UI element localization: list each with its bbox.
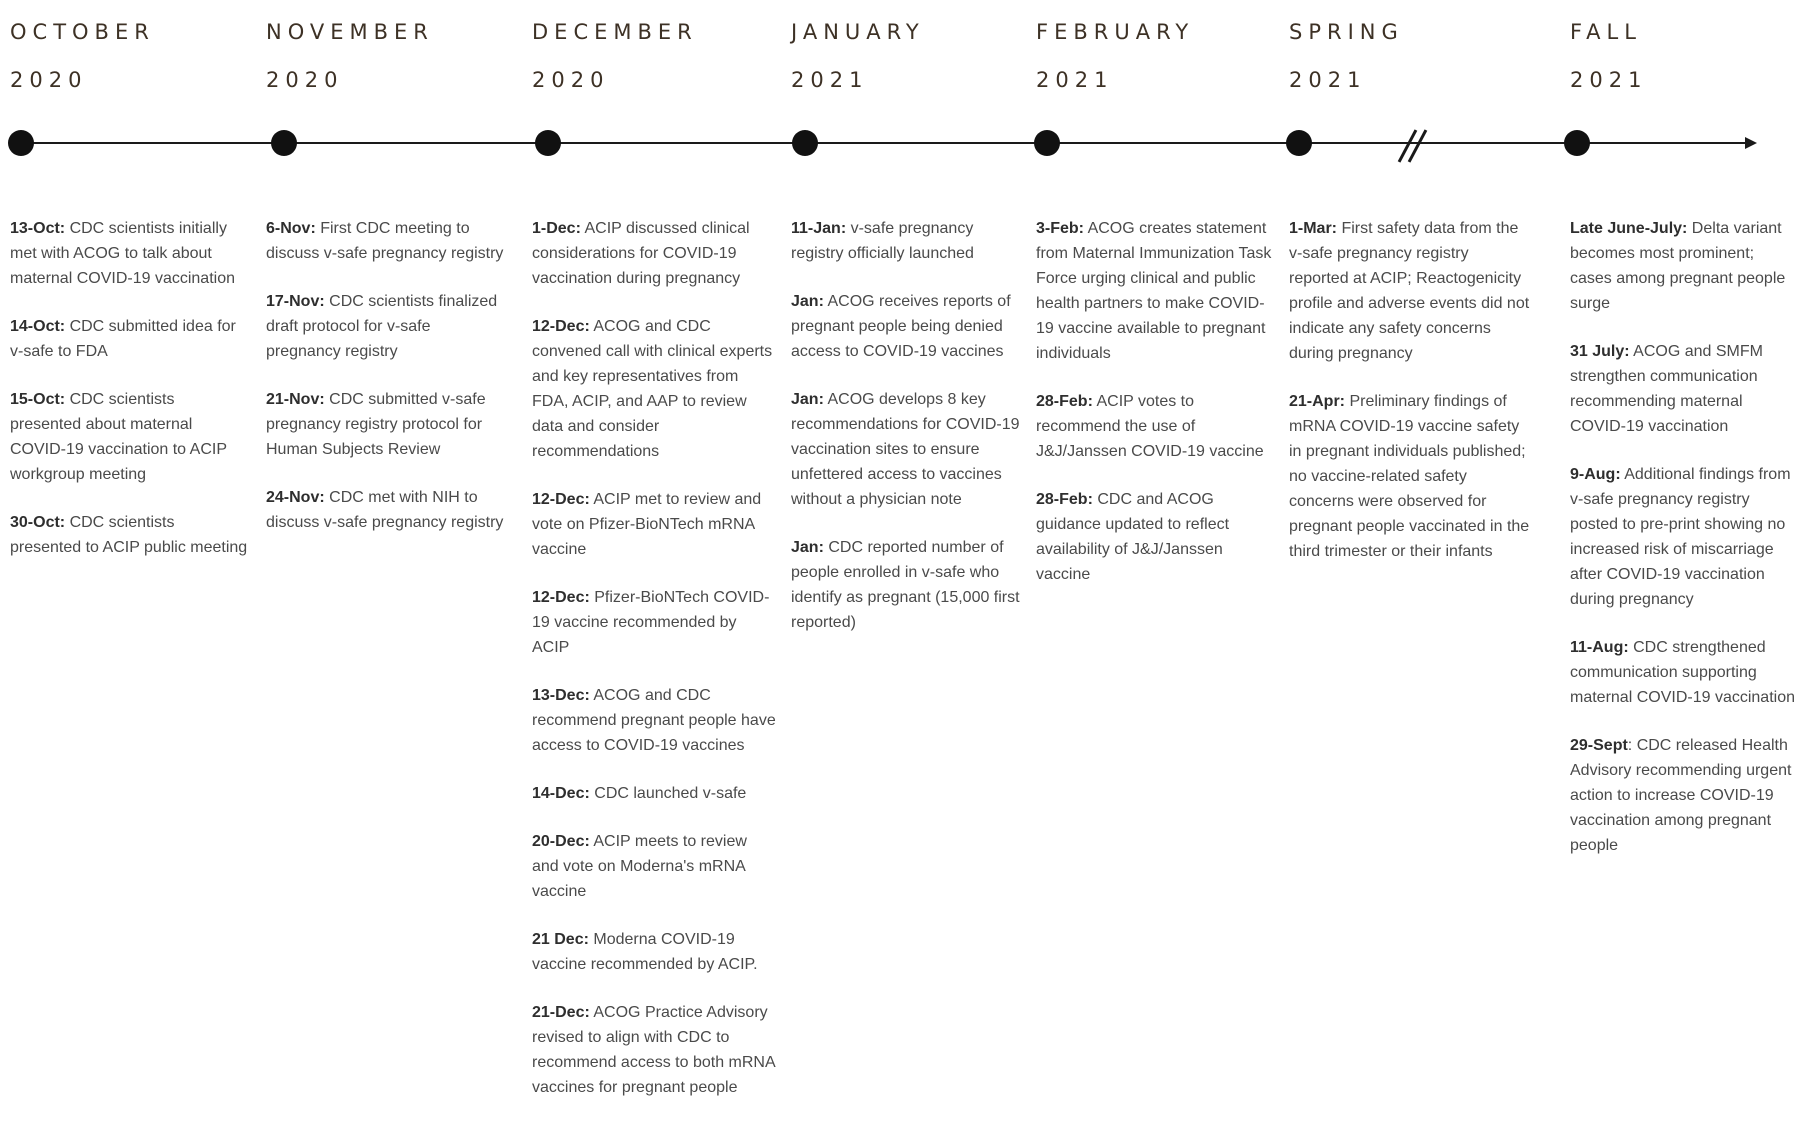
event-item [1036,389,1274,464]
event-text: ACOG and SMFM strengthen communication recommending maternal COVID-19 vaccination [1570,343,1763,435]
timeline-dot-fall [1564,130,1590,156]
period-header-october [10,8,155,104]
event-date: 13-Dec: [532,687,590,704]
event-item [532,487,776,562]
event-item [532,683,776,758]
event-date: 20-Dec: [532,833,590,850]
event-date: 28-Feb: [1036,491,1093,508]
event-item [532,314,776,464]
event-text: CDC launched v-safe [589,785,747,802]
event-text: ACIP meets to review and vote on Moderna's mRNA vaccine [532,833,747,900]
period-header-january [791,8,925,104]
period-header-spring [1289,8,1404,104]
period-year: 2020 [10,68,88,92]
event-item [266,387,506,462]
event-text: First CDC meeting to discuss v-safe pregnancy registry [266,220,504,262]
event-item [1289,389,1531,564]
period-month: JANUARY [791,20,925,44]
event-date: 6-Nov: [266,220,316,237]
event-date: 11-Jan: [791,220,847,237]
event-text: CDC scientists presented about maternal COVID-19 vaccination to ACIP workgroup meeting [10,391,227,483]
period-header-february [1036,8,1194,104]
period-year: 2021 [1570,68,1648,92]
event-text: CDC submitted idea for v-safe to FDA [10,318,236,360]
event-text: Pfizer-BioNTech COVID-19 vaccine recommended by ACIP [532,589,770,656]
event-date: Jan: [791,391,824,408]
event-text: ACOG and CDC recommend pregnant people have access to COVID-19 vaccines [532,687,776,754]
event-text: Additional findings from v-safe pregnancy registry posted to pre-print showing no increased risk of miscarriage after COVID-19 vaccination during pregnancy [1570,466,1791,608]
event-text: ACIP votes to recommend the use of J&J/Janssen COVID-19 vaccine [1036,393,1264,460]
event-item [1036,216,1274,366]
period-year: 2020 [532,68,610,92]
events-column-spring [1289,216,1531,587]
period-year: 2021 [791,68,869,92]
event-item [10,314,250,364]
event-text: ACOG receives reports of pregnant people being denied access to COVID-19 vaccines [791,293,1011,360]
timeline-dot-february [1034,130,1060,156]
event-date: 9-Aug: [1570,466,1621,483]
event-item [791,387,1026,512]
timeline-dot-spring [1286,130,1312,156]
event-date: 12-Dec: [532,491,590,508]
event-text: : CDC released Health Advisory recommending urgent action to increase COVID-19 vaccination among pregnant people [1570,737,1792,854]
event-item [266,216,506,266]
event-item [1570,216,1796,316]
timeline-dot-december [535,130,561,156]
event-date: 1-Mar: [1289,220,1338,237]
event-text: ACOG develops 8 key recommendations for COVID-19 vaccination sites to ensure unfettered access to vaccines without a physician note [791,391,1020,508]
event-date: 3-Feb: [1036,220,1084,237]
events-column-october [10,216,250,583]
event-item [1570,635,1796,710]
event-item [266,485,506,535]
period-year: 2021 [1036,68,1114,92]
event-text: CDC scientists finalized draft protocol for v-safe pregnancy registry [266,293,498,360]
event-date: 14-Dec: [532,785,590,802]
event-text: ACIP discussed clinical considerations for COVID-19 vaccination during pregnancy [532,220,750,287]
period-month: DECEMBER [532,20,698,44]
event-text: CDC reported number of people enrolled in v-safe who identify as pregnant (15,000 first reported) [791,539,1020,631]
event-item [1570,733,1796,858]
event-text: First safety data from the v-safe pregnancy registry reported at ACIP; Reactogenicity profile and adverse events did not indicate any safety concerns during pregnancy [1289,220,1530,362]
events-column-november [266,216,506,558]
event-item [10,216,250,291]
period-month: NOVEMBER [266,20,434,44]
event-text: CDC submitted v-safe pregnancy registry protocol for Human Subjects Review [266,391,486,458]
events-column-february [1036,216,1274,610]
event-item [10,510,250,560]
event-item [1289,216,1531,366]
period-month: SPRING [1289,20,1404,44]
event-item [532,781,776,806]
event-text: CDC strengthened communication supporting maternal COVID-19 vaccination [1570,639,1795,706]
event-item [532,585,776,660]
event-text: Preliminary findings of mRNA COVID-19 vaccine safety in pregnant individuals published; no vaccine-related safety concerns were observed for pregnant people vaccinated in the third trimester or their infants [1289,393,1530,560]
event-text: CDC and ACOG guidance updated to reflect availability of J&J/Janssen vaccine [1036,491,1230,583]
event-date: 13-Oct: [10,220,66,237]
event-item [532,1000,776,1100]
event-item [1570,462,1796,612]
event-text: ACOG creates statement from Maternal Immunization Task Force urging clinical and public health partners to make COVID-19 vaccine available to pregnant individuals [1036,220,1272,362]
events-column-fall [1570,216,1796,881]
event-date: 12-Dec: [532,589,590,606]
timeline-dot-october [8,130,34,156]
event-date: 17-Nov: [266,293,325,310]
timeline-dot-january [792,130,818,156]
event-date: 24-Nov: [266,489,325,506]
period-month: FEBRUARY [1036,20,1195,44]
event-item [791,216,1026,266]
event-item [791,535,1026,635]
event-item [532,829,776,904]
event-text: CDC met with NIH to discuss v-safe pregnancy registry [266,489,504,531]
event-item [266,289,506,364]
event-item [1036,487,1274,587]
period-header-december [532,8,698,104]
event-item [532,216,776,291]
event-date: 29-Sept [1570,737,1628,754]
event-text: CDC scientists presented to ACIP public meeting [10,514,248,556]
period-year: 2021 [1289,68,1367,92]
event-text: ACOG Practice Advisory revised to align with CDC to recommend access to both mRNA vaccines for pregnant people [532,1004,775,1096]
event-text: Moderna COVID-19 vaccine recommended by ACIP. [532,931,758,973]
event-date: 30-Oct: [10,514,66,531]
event-item [10,387,250,487]
event-date: 21-Apr: [1289,393,1346,410]
event-date: 21 Dec: [532,931,589,948]
event-text: CDC scientists initially met with ACOG to talk about maternal COVID-19 vaccination [10,220,235,287]
event-text: ACIP met to review and vote on Pfizer-BioNTech mRNA vaccine [532,491,762,558]
event-text: v-safe pregnancy registry officially launched [791,220,974,262]
period-header-fall [1570,8,1647,104]
event-date: Jan: [791,539,824,556]
timeline-dot-november [271,130,297,156]
period-year: 2020 [266,68,344,92]
period-header-november [266,8,434,104]
event-date: 28-Feb: [1036,393,1093,410]
event-date: 31 July: [1570,343,1630,360]
event-date: Late June-July: [1570,220,1688,237]
event-text: ACOG and CDC convened call with clinical experts and key representatives from FDA, ACIP, and AAP to review data and consider recommendations [532,318,773,460]
event-date: 21-Nov: [266,391,325,408]
event-date: 14-Oct: [10,318,66,335]
event-date: 15-Oct: [10,391,66,408]
event-text: Delta variant becomes most prominent; cases among pregnant people surge [1570,220,1786,312]
period-month: OCTOBER [10,20,155,44]
event-item [1570,339,1796,439]
event-item [532,927,776,977]
event-item [791,289,1026,364]
timeline-arrow-head [1745,137,1757,149]
period-month: FALL [1570,20,1642,44]
event-date: 1-Dec: [532,220,581,237]
events-column-december [532,216,776,1123]
event-date: 21-Dec: [532,1004,590,1021]
events-column-january [791,216,1026,658]
event-date: Jan: [791,293,824,310]
event-date: 11-Aug: [1570,639,1629,656]
event-date: 12-Dec: [532,318,590,335]
